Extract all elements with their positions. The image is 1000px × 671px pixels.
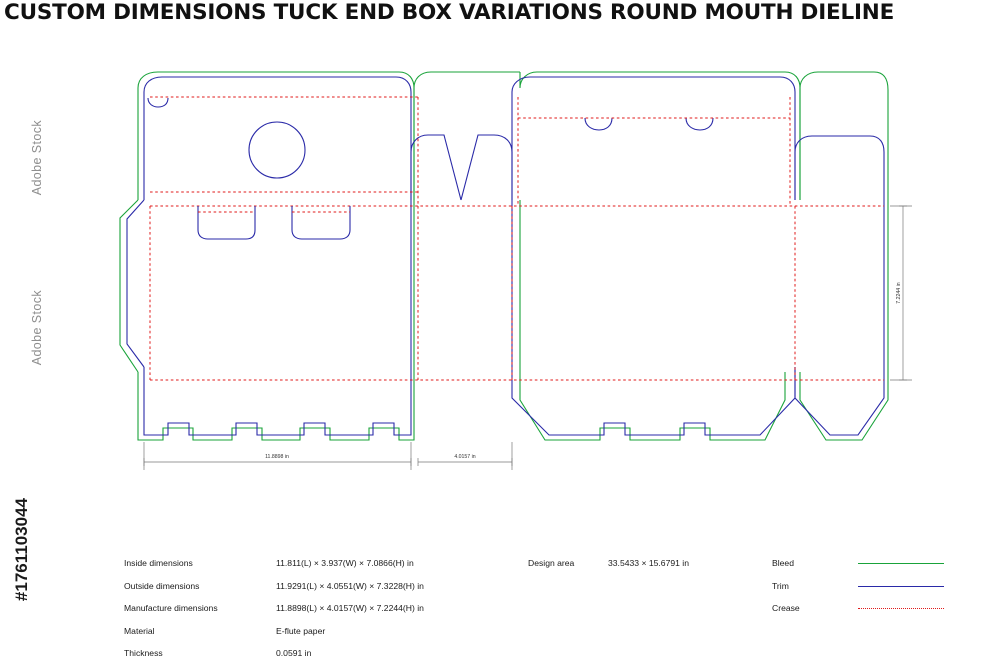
legend-label: Crease (772, 603, 800, 614)
dimension-label-width-side: 4.0157 in (454, 454, 476, 460)
spec-label: Thickness (124, 648, 163, 659)
dimension-lines (144, 206, 912, 470)
spec-value: E-flute paper (276, 625, 326, 636)
spec-value: 11.8898(L) × 4.0157(W) × 7.2244(H) in (276, 603, 424, 614)
watermark-adobe-stock-left-upper: Adobe Stock (30, 120, 44, 196)
spec-label: Inside dimensions (124, 558, 193, 568)
design-area-value: 33.5433 × 15.6791 in (608, 558, 689, 568)
watermark-adobe-stock-left: Adobe Stock (30, 290, 44, 366)
design-area-label: Design area (528, 558, 575, 568)
inner-tuck-tabs (198, 206, 350, 239)
round-mouth-circle (249, 122, 305, 178)
spec-label: Outside dimensions (124, 580, 200, 591)
dimension-label-height-right: 7.2244 in (896, 282, 902, 304)
legend-label: Bleed (772, 558, 794, 568)
legend-swatch-crease (858, 608, 944, 609)
bleed-outline (120, 72, 888, 440)
spec-value: 11.811(L) × 3.937(W) × 7.0866(H) in (276, 558, 414, 568)
spec-label: Manufacture dimensions (124, 603, 218, 614)
dimension-label-width-main: 11.8898 in (265, 454, 289, 460)
watermark-asset-id: #1761103044 (12, 498, 31, 602)
spec-label: Material (124, 625, 155, 636)
page-title: CUSTOM DIMENSIONS TUCK END BOX VARIATIONS ROUND MOUTH DIELINE (4, 0, 895, 25)
legend-swatch-bleed (858, 563, 944, 564)
crease-lines (150, 97, 884, 380)
legend-swatch-trim (858, 586, 944, 587)
legend-label: Trim (772, 580, 789, 591)
trim-outline (127, 77, 884, 435)
spec-value: 0.0591 in (276, 648, 312, 659)
spec-value: 11.9291(L) × 4.0551(W) × 7.3228(H) in (276, 580, 424, 591)
